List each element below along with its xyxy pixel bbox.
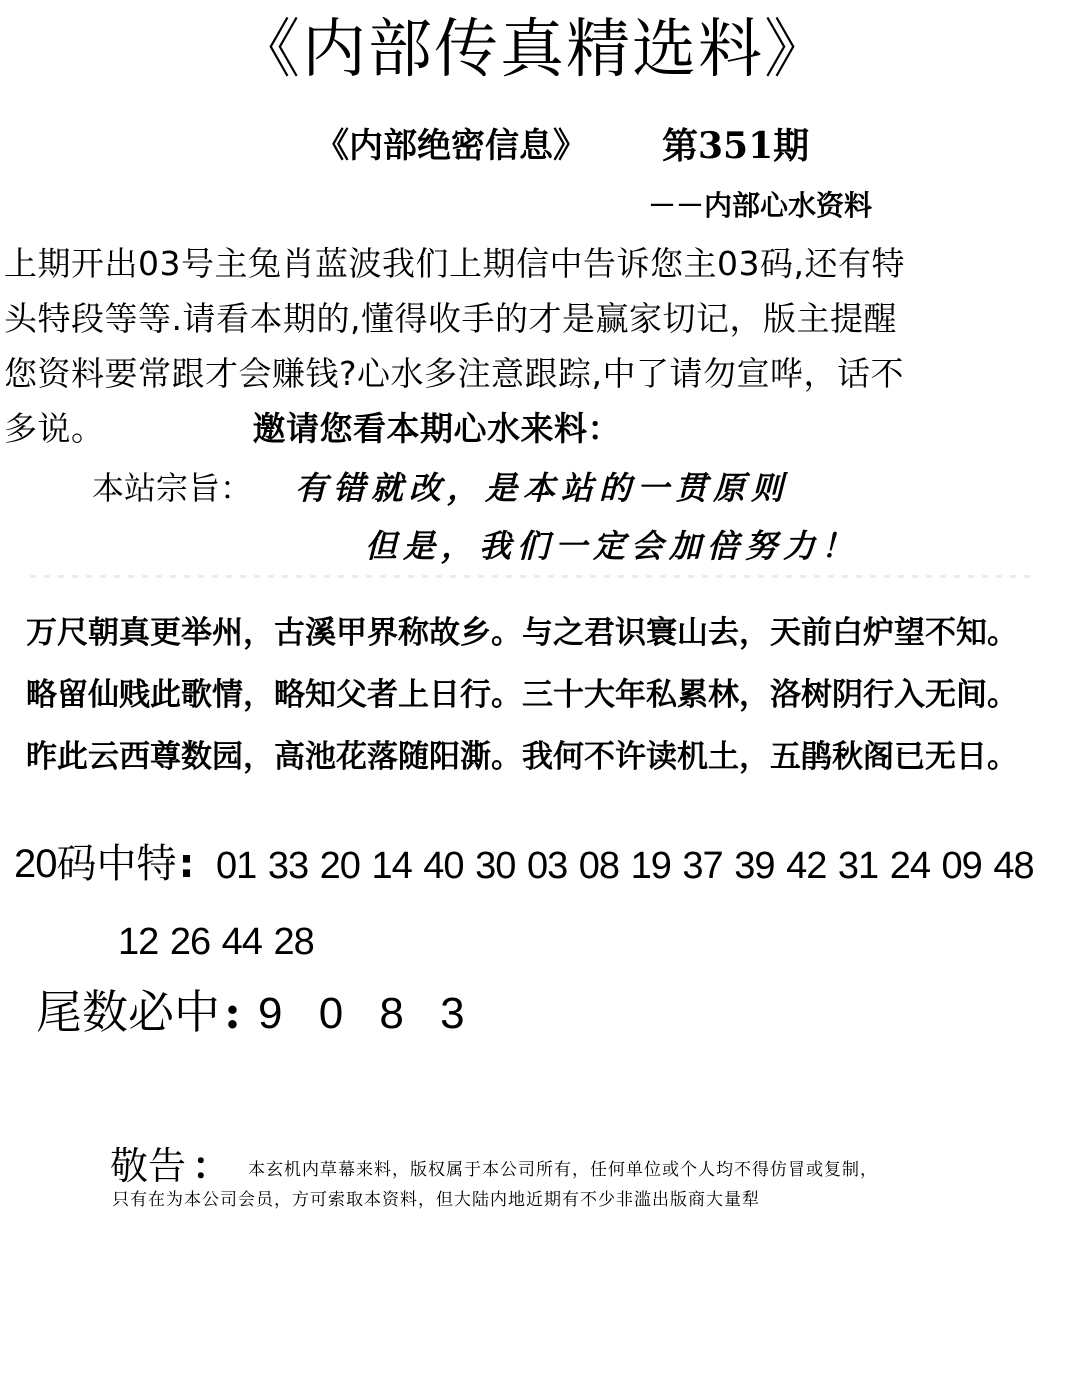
intro-closing: 多说。 (4, 409, 105, 448)
tail-label-text: 尾数必中 (36, 985, 220, 1039)
poem-line: 昨此云西尊数园，高池花落随阳澌。我何不许读机土，五鹃秋阁已无日。 (26, 739, 1018, 775)
notice-label-text: 敬告 (110, 1144, 187, 1188)
numbers-colon: : (178, 841, 195, 887)
intro-line: 头特段等等.请看本期的,懂得收手的才是赢家切记，版主提醒 (4, 299, 897, 338)
numbers-count: 20 (14, 842, 57, 886)
intro-last-line (4, 401, 1064, 456)
poem-block (26, 602, 1018, 788)
divider (30, 575, 1030, 578)
intro-line: 上期开出03号主兔肖蓝波我们上期信中告诉您主03码,还有特 (4, 244, 905, 283)
notice-label (110, 1140, 230, 1192)
issue-number: 第351期 (662, 125, 810, 167)
tail-digits: 9 0 8 3 (258, 989, 465, 1038)
intro-line: 您资料要常跟才会赚钱?心水多注意跟踪,中了请勿宣哗，话不 (4, 354, 905, 393)
tail-colon: : (224, 985, 241, 1039)
numbers-label-text: 码中特 (56, 841, 177, 887)
main-title: 《内部传真精选料》 (236, 13, 830, 87)
subtitle: 《内部绝密信息》 (315, 126, 587, 166)
numbers-label (14, 836, 197, 892)
motto-line-1: 有错就改，是本站的一贯原则 (295, 469, 790, 507)
poem-line: 万尺朝真更举州，古溪甲界称故乡。与之君识寰山去，天前白炉望不知。 (26, 615, 1018, 651)
notice-line-2: 只有在为本公司会员，方可索取本资料，但大陆内地近期有不少非滥出版商大量犁 (112, 1190, 760, 1210)
notice-line-1: 本玄机内草幕来料，版权属于本公司所有，任何单位或个人均不得仿冒或复制， (248, 1160, 878, 1180)
motto-label: 本站宗旨： (92, 469, 253, 507)
numbers-row-1: 01 33 20 14 40 30 03 08 19 37 39 42 31 24 09 48 (216, 845, 1034, 887)
motto-line-2: 但是，我们一定会加倍努力！ (365, 527, 860, 565)
notice-colon: ： (192, 1143, 231, 1188)
invite-heading: 邀请您看本期心水来料： (252, 409, 621, 448)
poem-line: 略留仙贱此歌情，略知父者上日行。三十大年私累林，洛树阴行入无间。 (26, 677, 1018, 713)
source-line: －－内部心水资料 (648, 189, 873, 222)
intro-paragraph (4, 236, 1064, 456)
numbers-row-2: 12 26 44 28 (118, 921, 314, 963)
tail-label (36, 980, 241, 1044)
